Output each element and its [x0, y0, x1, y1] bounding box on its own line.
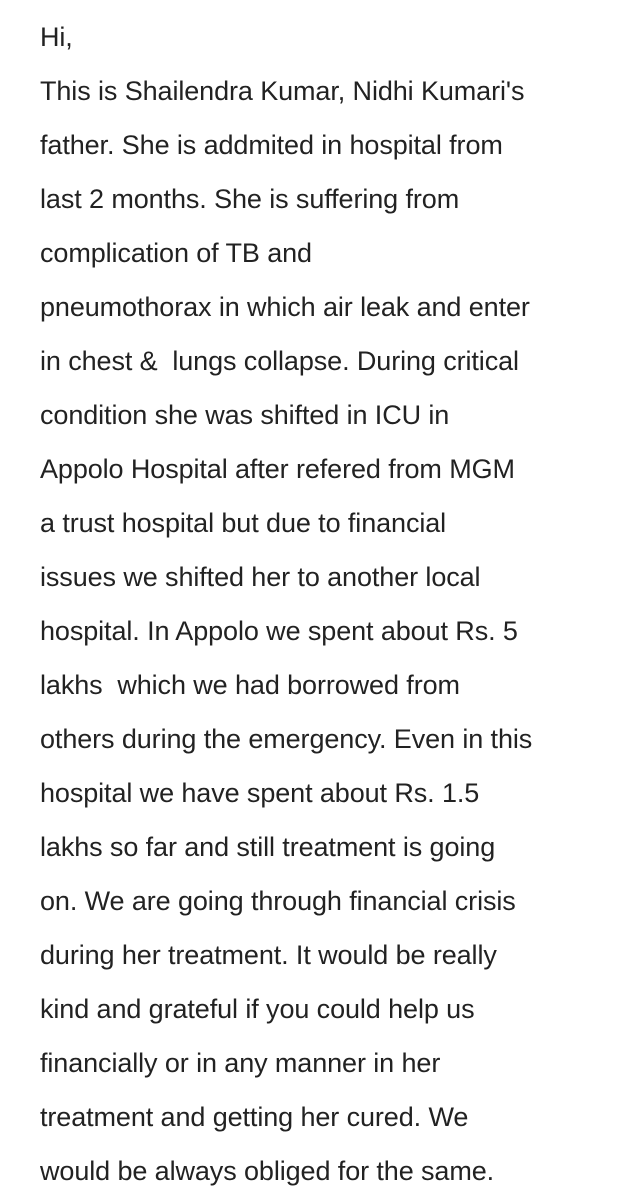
letter-line: financially or in any manner in her — [40, 1048, 441, 1078]
letter-line: a trust hospital but due to financial — [40, 508, 447, 538]
letter-line: kind and grateful if you could help us — [40, 994, 475, 1024]
letter-line: in chest & lungs collapse. During critical — [40, 346, 519, 376]
letter-line: issues we shifted her to another local — [40, 562, 481, 592]
letter-line: lakhs which we had borrowed from — [40, 670, 460, 700]
letter-line: father. She is addmited in hospital from — [40, 130, 503, 160]
letter-line: pneumothorax in which air leak and enter — [40, 292, 530, 322]
letter-line: complication of TB and — [40, 238, 312, 268]
letter-line: others during the emergency. Even in this — [40, 724, 533, 754]
letter-line: Appolo Hospital after refered from MGM — [40, 454, 515, 484]
letter-body — [40, 10, 615, 1198]
letter-line: on. We are going through financial crisis — [40, 886, 516, 916]
letter-closing: would be always obliged for the same. — [40, 1156, 495, 1186]
letter-line: hospital. In Appolo we spent about Rs. 5 — [40, 616, 518, 646]
letter-line: treatment and getting her cured. We — [40, 1102, 469, 1132]
letter-line: last 2 months. She is suffering from — [40, 184, 460, 214]
letter-line: This is Shailendra Kumar, Nidhi Kumari's — [40, 76, 525, 106]
letter-line: condition she was shifted in ICU in — [40, 400, 450, 430]
letter-line: hospital we have spent about Rs. 1.5 — [40, 778, 480, 808]
letter-line: during her treatment. It would be really — [40, 940, 497, 970]
letter-line: lakhs so far and still treatment is going — [40, 832, 496, 862]
letter-greeting: Hi, — [40, 22, 73, 52]
